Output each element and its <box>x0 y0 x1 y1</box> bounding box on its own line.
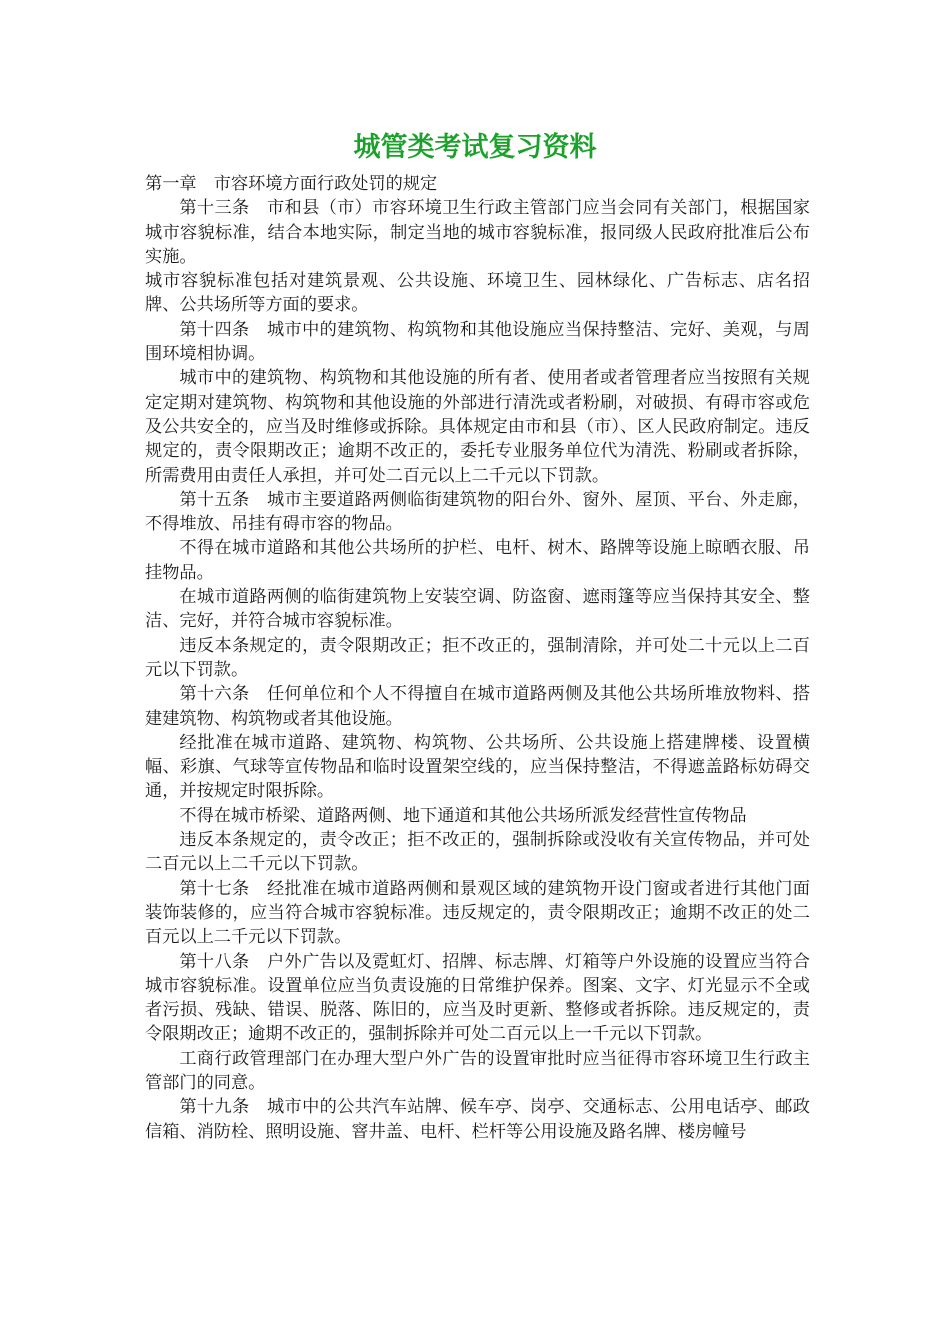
document-paragraph: 第十三条 市和县（市）市容环境卫生行政主管部门应当会同有关部门，根据国家城市容貌标准，结合本地实际，制定当地的城市容貌标准，报同级人民政府批准后公布实施。 <box>145 198 810 267</box>
document-paragraph: 不得在城市道路和其他公共场所的护栏、电杆、树木、路牌等设施上晾晒衣服、吊挂物品。 <box>145 538 810 583</box>
document-paragraph: 第十九条 城市中的公共汽车站牌、候车亭、岗亭、交通标志、公用电话亭、邮政信箱、消防栓、照明设施、窨井盖、电杆、栏杆等公用设施及路名牌、楼房幢号 <box>145 1097 810 1142</box>
document-title: 城管类考试复习资料 <box>353 132 597 163</box>
document-paragraph: 第十八条 户外广告以及霓虹灯、招牌、标志牌、灯箱等户外设施的设置应当符合城市容貌标准。设置单位应当负责设施的日常维护保养。图案、文字、灯光显示不全或者污损、残缺、错误、脱落、陈旧的，应当及时更新、整修或者拆除。违反规定的，责令限期改正；逾期不改正的，强制拆除并可处二百元以上一千元以下罚款。 <box>145 951 810 1045</box>
document-paragraph: 不得在城市桥梁、道路两侧、地下通道和其他公共场所派发经营性宣传物品 <box>179 805 747 826</box>
document-paragraph: 城市容貌标准包括对建筑景观、公共设施、环境卫生、园林绿化、广告标志、店名招牌、公共场所等方面的要求。 <box>145 271 810 316</box>
document-paragraph: 违反本条规定的，责令改正；拒不改正的，强制拆除或没收有关宣传物品，并可处二百元以上二千元以下罚款。 <box>145 830 810 875</box>
document-paragraph: 第十七条 经批准在城市道路两侧和景观区域的建筑物开设门窗或者进行其他门面装饰装修的，应当符合城市容貌标准。违反规定的，责令限期改正；逾期不改正的处二百元以上二千元以下罚款。 <box>145 878 810 948</box>
document-paragraph: 第十五条 城市主要道路两侧临街建筑物的阳台外、窗外、屋顶、平台、外走廊，不得堆放、吊挂有碍市容的物品。 <box>145 489 810 535</box>
document-paragraph: 第一章 市容环境方面行政处罚的规定 <box>145 174 438 194</box>
document-paragraph: 城市中的建筑物、构筑物和其他设施的所有者、使用者或者管理者应当按照有关规定定期对建筑物、构筑物和其他设施的外部进行清洗或者粉刷，对破损、有碍市容或危及公共安全的，应当及时维修或拆除。具体规定由市和县（市）、区人民政府制定。违反规定的，责令限期改正；逾期不改正的，委托专业服务单位代为清洗、粉刷或者拆除，所需费用由责任人承担，并可处二百元以上二千元以下罚款。 <box>145 368 810 486</box>
document-paragraph: 在城市道路两侧的临街建筑物上安装空调、防盗窗、遮雨篷等应当保持其安全、整洁、完好，并符合城市容貌标准。 <box>145 587 810 632</box>
document-body <box>145 172 810 1144</box>
document-paragraph: 经批准在城市道路、建筑物、构筑物、公共场所、公共设施上搭建牌楼、设置横幅、彩旗、气球等宣传物品和临时设置架空线的，应当保持整洁，不得遮盖路标妨碍交通，并按规定时限拆除。 <box>145 732 810 802</box>
document-paragraph: 第十四条 城市中的建筑物、构筑物和其他设施应当保持整洁、完好、美观，与周围环境相协调。 <box>145 319 810 365</box>
document-paragraph: 第十六条 任何单位和个人不得擅自在城市道路两侧及其他公共场所堆放物料、搭建建筑物、构筑物或者其他设施。 <box>145 684 810 729</box>
document-paragraph: 违反本条规定的，责令限期改正；拒不改正的，强制清除，并可处二十元以上二百元以下罚款。 <box>145 635 810 680</box>
document-paragraph: 工商行政管理部门在办理大型户外广告的设置审批时应当征得市容环境卫生行政主管部门的同意。 <box>145 1048 810 1093</box>
